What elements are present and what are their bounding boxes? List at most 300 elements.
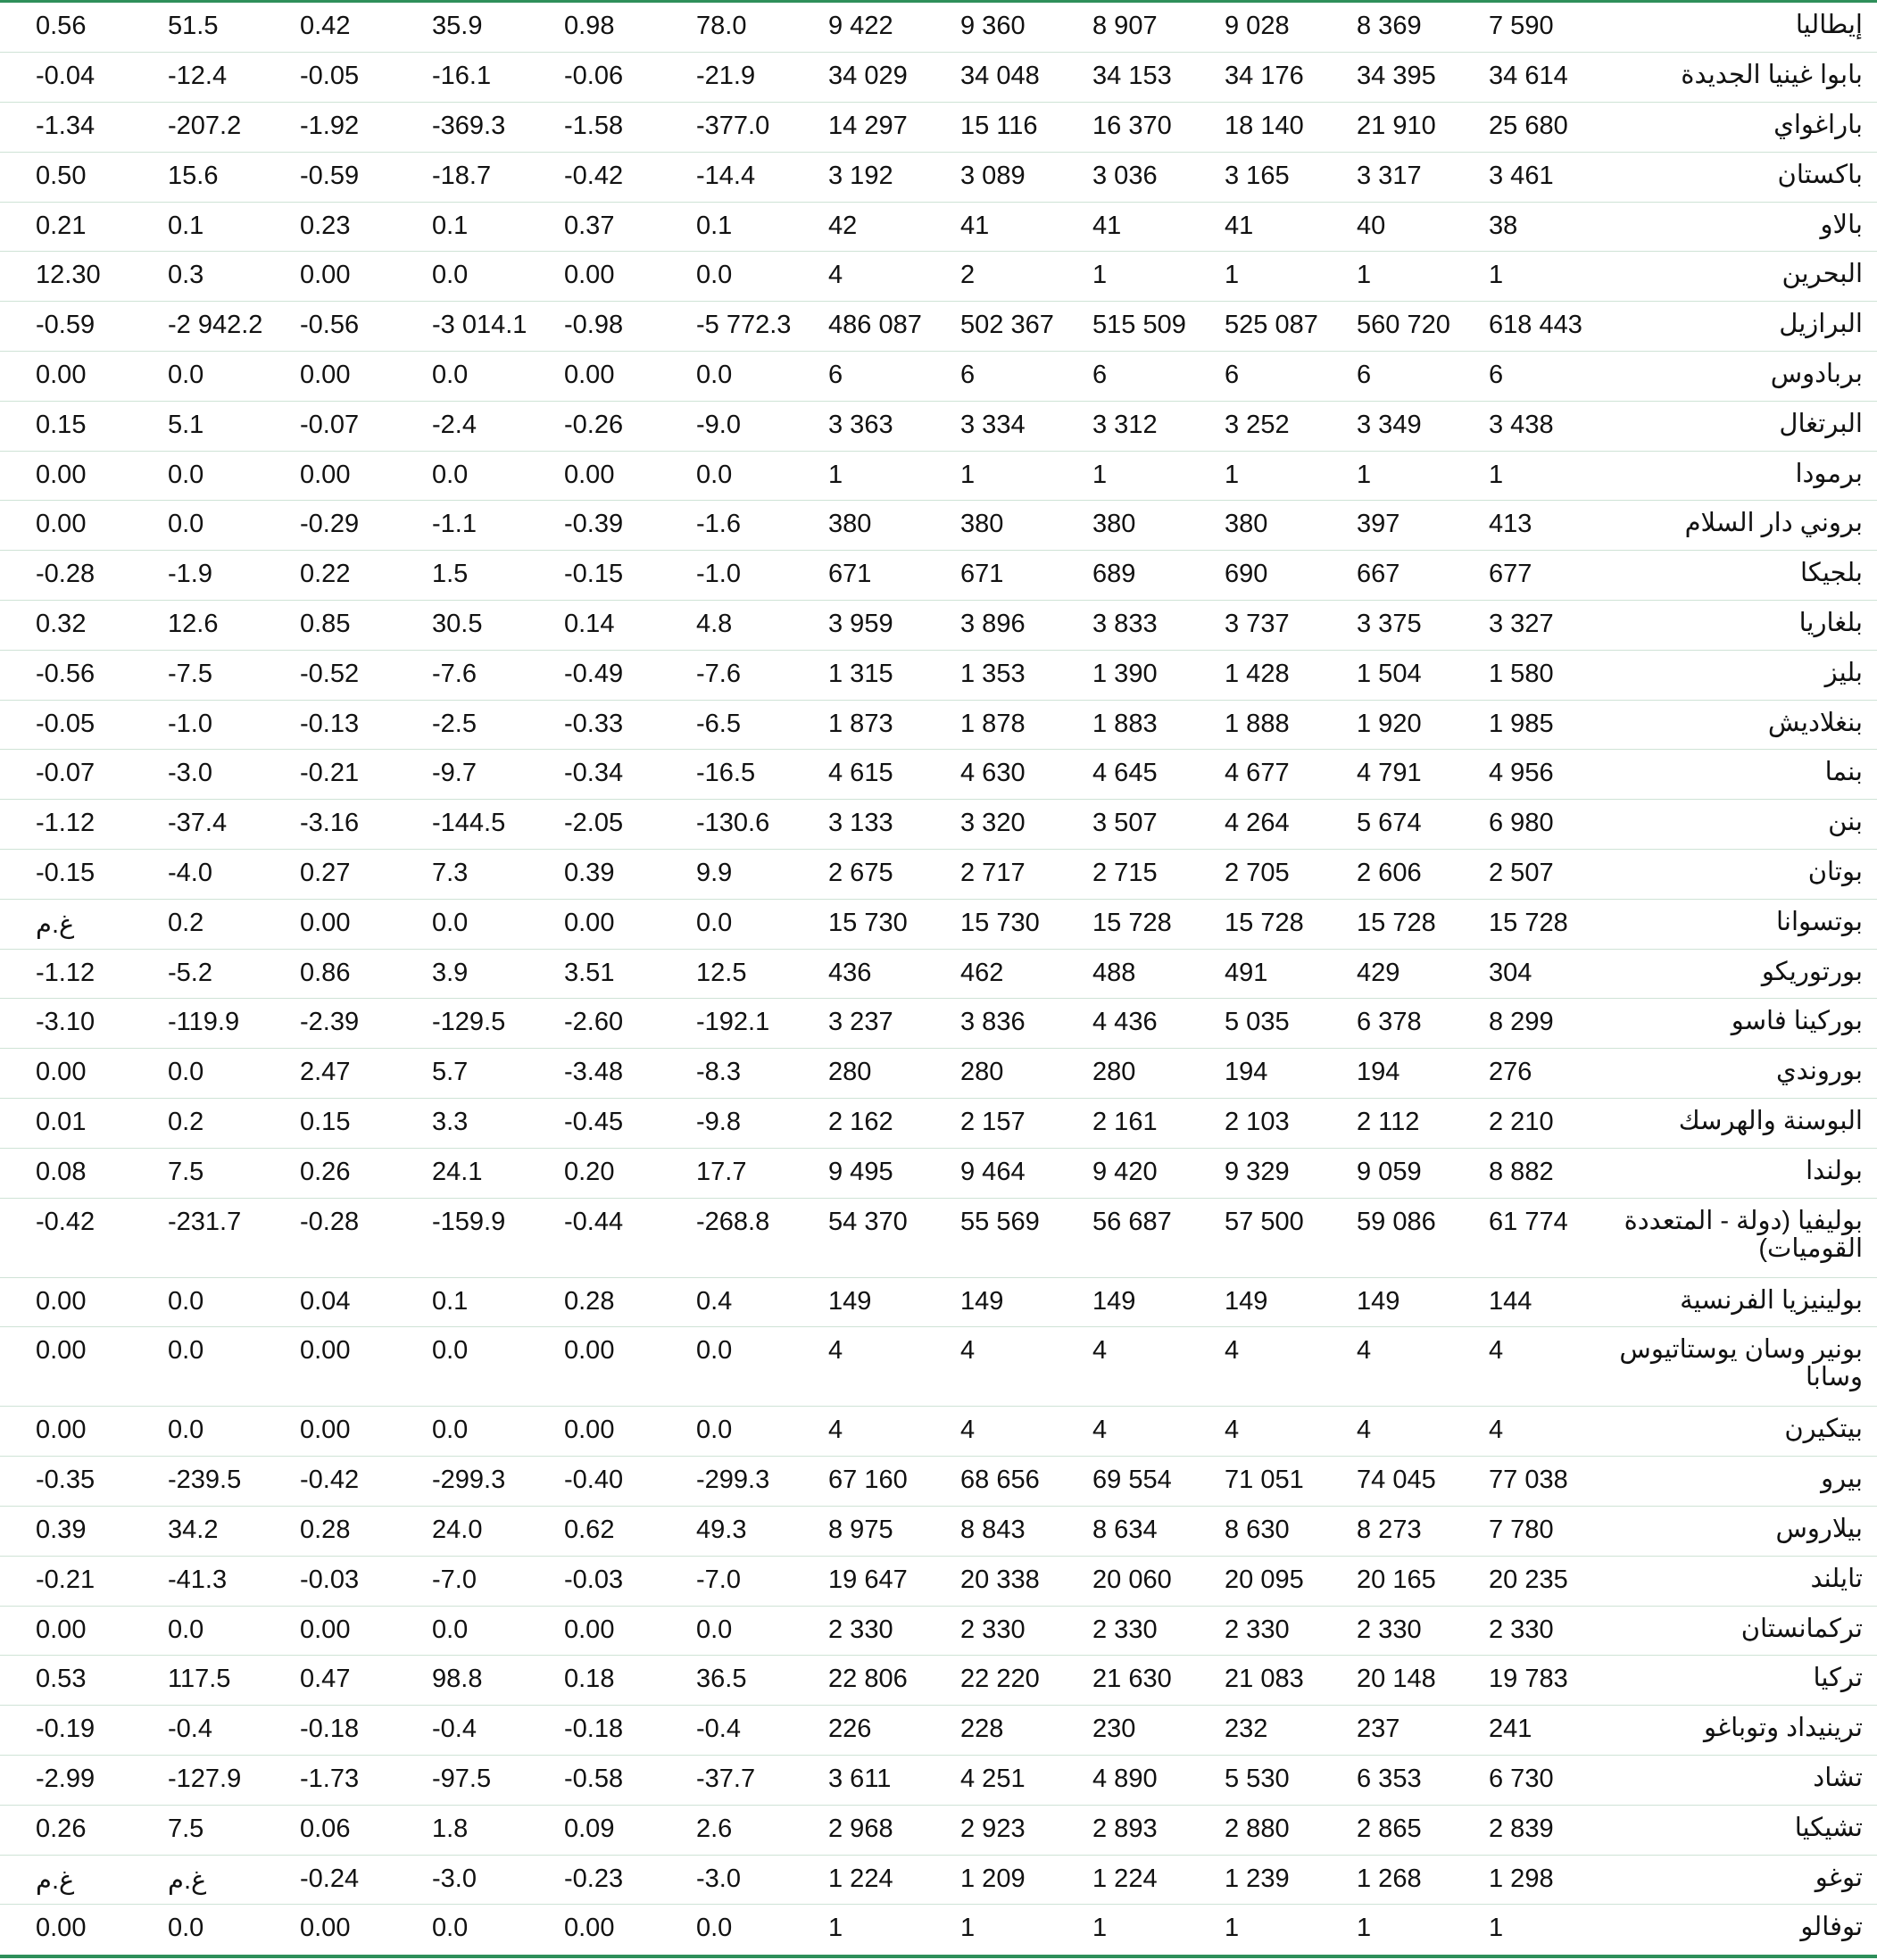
value-cell: 20 095 <box>1189 1556 1321 1606</box>
country-name: بيلاروس <box>1585 1507 1877 1557</box>
country-name: البرازيل <box>1585 302 1877 352</box>
value-cell: 1 315 <box>793 650 925 700</box>
value-cell: 1 <box>1092 1914 1108 1943</box>
value-cell: 7 590 <box>1453 3 1585 53</box>
value-cell: -0.35 <box>0 1457 132 1507</box>
value-cell: 7 780 <box>1453 1507 1585 1557</box>
value-cell: 280 <box>925 1049 1057 1099</box>
value-cell: 0.0 <box>132 352 264 402</box>
value-cell: -0.15 <box>0 850 132 900</box>
value-cell: 2 893 <box>1057 1805 1189 1855</box>
value-cell: -127.9 <box>132 1756 264 1806</box>
value-cell: 3 363 <box>793 401 925 451</box>
value-cell: -0.23 <box>528 1855 660 1905</box>
value-cell: 2 717 <box>925 850 1057 900</box>
value-cell: 34 614 <box>1453 53 1585 103</box>
value-cell: 42 <box>793 202 925 252</box>
value-cell: -0.58 <box>528 1756 660 1806</box>
value-cell: 49.3 <box>660 1507 793 1557</box>
value-cell: 380 <box>1057 501 1189 551</box>
value-cell: 1 <box>793 451 925 501</box>
value-cell: 1 580 <box>1453 650 1585 700</box>
value-cell: 4 630 <box>925 750 1057 800</box>
value-cell: 0.00 <box>528 352 660 402</box>
value-cell: 1 <box>1057 252 1189 302</box>
value-cell: 1 353 <box>925 650 1057 700</box>
value-cell: 19 647 <box>793 1556 925 1606</box>
value-cell: 15.6 <box>132 152 264 202</box>
value-cell: -0.05 <box>0 700 132 750</box>
value-cell: -37.7 <box>660 1756 793 1806</box>
value-cell: -0.44 <box>528 1198 660 1277</box>
value-cell: 68 656 <box>925 1457 1057 1507</box>
table-row <box>0 650 1877 700</box>
table-row <box>0 1805 1877 1855</box>
value-cell: -2.99 <box>0 1756 132 1806</box>
value-cell: 3 461 <box>1453 152 1585 202</box>
value-cell: 6 980 <box>1453 800 1585 850</box>
value-cell: غ.م <box>132 1855 264 1905</box>
value-cell: -0.28 <box>0 551 132 601</box>
value-cell: -0.34 <box>528 750 660 800</box>
table-row <box>0 1507 1877 1557</box>
value-cell: 2 839 <box>1453 1805 1585 1855</box>
value-cell: 4 645 <box>1057 750 1189 800</box>
value-cell: 0.0 <box>132 1606 264 1656</box>
value-cell: 8 299 <box>1453 999 1585 1049</box>
value-cell: 30.5 <box>396 601 528 651</box>
value-cell: -7.0 <box>396 1556 528 1606</box>
value-cell: -3.0 <box>660 1855 793 1905</box>
value-cell: 2 880 <box>1189 1805 1321 1855</box>
table-row <box>0 1905 1877 1955</box>
country-name: بوروندي <box>1585 1049 1877 1099</box>
country-name: باكستان <box>1585 152 1877 202</box>
value-cell: 2 330 <box>925 1606 1057 1656</box>
value-cell: 0.00 <box>0 352 132 402</box>
country-name: بروني دار السلام <box>1585 501 1877 551</box>
value-cell: 40 <box>1321 202 1453 252</box>
value-cell: 4 956 <box>1453 750 1585 800</box>
value-cell: 9 329 <box>1189 1148 1321 1198</box>
country-name: بالاو <box>1585 202 1877 252</box>
value-cell: -0.59 <box>0 302 132 352</box>
value-cell: 34.2 <box>132 1507 264 1557</box>
country-name: البرتغال <box>1585 401 1877 451</box>
value-cell: 15 116 <box>925 103 1057 153</box>
value-cell: 4 <box>1057 1407 1189 1457</box>
value-cell: 0.1 <box>132 202 264 252</box>
value-cell: 6 <box>1057 352 1189 402</box>
value-cell: 0.0 <box>132 1049 264 1099</box>
value-cell: 4 <box>925 1327 1057 1407</box>
value-cell: -144.5 <box>396 800 528 850</box>
value-cell: 4 890 <box>1057 1756 1189 1806</box>
value-cell: 22 220 <box>925 1656 1057 1706</box>
value-cell: 16 370 <box>1057 103 1189 153</box>
value-cell: -3.48 <box>528 1049 660 1099</box>
value-cell: 380 <box>793 501 925 551</box>
table-row <box>0 1606 1877 1656</box>
value-cell: 0.1 <box>660 202 793 252</box>
value-cell: -0.07 <box>0 750 132 800</box>
value-cell: -0.05 <box>264 53 396 103</box>
value-cell: 1 <box>828 1914 843 1943</box>
value-cell: 0.0 <box>132 451 264 501</box>
value-cell: 1 268 <box>1321 1855 1453 1905</box>
value-cell: 0.47 <box>264 1656 396 1706</box>
value-cell: 0.21 <box>0 202 132 252</box>
value-cell: -231.7 <box>132 1198 264 1277</box>
value-cell: 502 367 <box>925 302 1057 352</box>
value-cell: 671 <box>925 551 1057 601</box>
table-row <box>0 999 1877 1049</box>
value-cell: 20 338 <box>925 1556 1057 1606</box>
value-cell: غ.م <box>0 1855 132 1905</box>
table-row <box>0 1706 1877 1756</box>
value-cell: 20 060 <box>1057 1556 1189 1606</box>
value-cell: 0.2 <box>132 899 264 949</box>
value-cell: 304 <box>1453 949 1585 999</box>
value-cell: 71 051 <box>1189 1457 1321 1507</box>
value-cell: -8.3 <box>660 1049 793 1099</box>
value-cell: 3.51 <box>528 949 660 999</box>
value-cell: 51.5 <box>132 3 264 53</box>
value-cell: 0.00 <box>0 451 132 501</box>
value-cell: 0.00 <box>264 1407 396 1457</box>
value-cell: 21 083 <box>1189 1656 1321 1706</box>
country-name: بيرو <box>1585 1457 1877 1507</box>
value-cell: 8 369 <box>1321 3 1453 53</box>
value-cell: 3 507 <box>1057 800 1189 850</box>
value-cell: 1.8 <box>396 1805 528 1855</box>
value-cell: -9.0 <box>660 401 793 451</box>
value-cell: 41 <box>925 202 1057 252</box>
value-cell: 14 297 <box>793 103 925 153</box>
value-cell: 4 <box>1189 1407 1321 1457</box>
value-cell: 0.0 <box>660 899 793 949</box>
value-cell: 1 873 <box>793 700 925 750</box>
value-cell: 690 <box>1189 551 1321 601</box>
value-cell: 3 252 <box>1189 401 1321 451</box>
value-cell: 0.00 <box>264 1327 396 1407</box>
country-name: بنغلاديش <box>1585 700 1877 750</box>
value-cell: -0.21 <box>264 750 396 800</box>
table-row <box>0 1198 1877 1277</box>
value-cell: 34 176 <box>1189 53 1321 103</box>
value-cell: 618 443 <box>1453 302 1585 352</box>
table-row <box>0 53 1877 103</box>
value-cell: 67 160 <box>793 1457 925 1507</box>
country-name: بوركينا فاسو <box>1585 999 1877 1049</box>
value-cell: 491 <box>1189 949 1321 999</box>
value-cell: 0.4 <box>660 1277 793 1327</box>
value-cell: 3 327 <box>1453 601 1585 651</box>
value-cell: 0.0 <box>396 1327 528 1407</box>
value-cell: 149 <box>925 1277 1057 1327</box>
value-cell: 2 210 <box>1453 1099 1585 1149</box>
value-cell: -0.4 <box>660 1706 793 1756</box>
value-cell: -0.19 <box>0 1706 132 1756</box>
value-cell: 0.01 <box>0 1099 132 1149</box>
value-cell: 5 674 <box>1321 800 1453 850</box>
table-row <box>0 451 1877 501</box>
value-cell: 4 <box>1321 1327 1453 1407</box>
value-cell: 1 224 <box>1057 1855 1189 1905</box>
value-cell: 3 833 <box>1057 601 1189 651</box>
value-cell: -0.18 <box>264 1706 396 1756</box>
value-cell: 21 630 <box>1057 1656 1189 1706</box>
value-cell: 9 028 <box>1189 3 1321 53</box>
value-cell: 149 <box>1057 1277 1189 1327</box>
value-cell: 1 985 <box>1453 700 1585 750</box>
value-cell: -0.03 <box>264 1556 396 1606</box>
country-name: بليز <box>1585 650 1877 700</box>
value-cell: 0.00 <box>264 451 396 501</box>
value-cell: 0.15 <box>0 401 132 451</box>
value-cell: -192.1 <box>660 999 793 1049</box>
value-cell: 21 910 <box>1321 103 1453 153</box>
value-cell: 1 883 <box>1057 700 1189 750</box>
value-cell: 6 <box>1189 352 1321 402</box>
value-cell: -3 014.1 <box>396 302 528 352</box>
value-cell: 5.1 <box>132 401 264 451</box>
value-cell: 4 264 <box>1189 800 1321 850</box>
value-cell: -0.39 <box>528 501 660 551</box>
value-cell: 3.3 <box>396 1099 528 1149</box>
country-name: ترينيداد وتوباغو <box>1585 1706 1877 1756</box>
value-cell: 1 878 <box>925 700 1057 750</box>
value-cell: 17.7 <box>660 1148 793 1198</box>
country-name: بولندا <box>1585 1148 1877 1198</box>
value-cell: 0.0 <box>396 252 528 302</box>
country-name: تايلند <box>1585 1556 1877 1606</box>
value-cell: 8 634 <box>1057 1507 1189 1557</box>
value-cell: 0.0 <box>168 1914 204 1943</box>
value-cell: 0.0 <box>132 1277 264 1327</box>
value-cell: 15 728 <box>1057 899 1189 949</box>
value-cell: 413 <box>1453 501 1585 551</box>
value-cell: 54 370 <box>793 1198 925 1277</box>
value-cell: 24.1 <box>396 1148 528 1198</box>
value-cell: 2.47 <box>264 1049 396 1099</box>
value-cell: 8 843 <box>925 1507 1057 1557</box>
value-cell: 2 330 <box>1321 1606 1453 1656</box>
value-cell: -0.45 <box>528 1099 660 1149</box>
value-cell: 0.00 <box>528 899 660 949</box>
value-cell: 38 <box>1453 202 1585 252</box>
value-cell: 3 611 <box>793 1756 925 1806</box>
value-cell: 6 378 <box>1321 999 1453 1049</box>
table-row <box>0 949 1877 999</box>
value-cell: 8 907 <box>1057 3 1189 53</box>
value-cell: -0.24 <box>264 1855 396 1905</box>
value-cell: 2 923 <box>925 1805 1057 1855</box>
value-cell: -0.06 <box>528 53 660 103</box>
value-cell: 0.62 <box>528 1507 660 1557</box>
value-cell: 525 087 <box>1189 302 1321 352</box>
value-cell: 0.0 <box>660 252 793 302</box>
value-cell: 0.1 <box>396 202 528 252</box>
country-name: البحرين <box>1585 252 1877 302</box>
value-cell: 230 <box>1057 1706 1189 1756</box>
value-cell: 241 <box>1453 1706 1585 1756</box>
value-cell: 1 209 <box>925 1855 1057 1905</box>
value-cell: 3 349 <box>1321 401 1453 451</box>
value-cell: 6 <box>1321 352 1453 402</box>
value-cell: 1 <box>1189 252 1321 302</box>
value-cell: 3 237 <box>793 999 925 1049</box>
table-row <box>0 1099 1877 1149</box>
value-cell: 0.56 <box>0 3 132 53</box>
table-row <box>0 401 1877 451</box>
value-cell: 0.0 <box>660 1407 793 1457</box>
country-name: تشاد <box>1585 1756 1877 1806</box>
value-cell: 22 806 <box>793 1656 925 1706</box>
value-cell: 276 <box>1453 1049 1585 1099</box>
country-name: توفالو <box>1800 1913 1863 1942</box>
value-cell: 0.20 <box>528 1148 660 1198</box>
value-cell: 228 <box>925 1706 1057 1756</box>
table-row <box>0 800 1877 850</box>
value-cell: 144 <box>1453 1277 1585 1327</box>
value-cell: 3 959 <box>793 601 925 651</box>
value-cell: 0.0 <box>660 1327 793 1407</box>
country-name: بوتان <box>1585 850 1877 900</box>
value-cell: 41 <box>1189 202 1321 252</box>
value-cell: 4 <box>925 1407 1057 1457</box>
value-cell: 0.0 <box>660 451 793 501</box>
value-cell: -0.26 <box>528 401 660 451</box>
value-cell: -1.0 <box>132 700 264 750</box>
value-cell: 2 157 <box>925 1099 1057 1149</box>
value-cell: -2.60 <box>528 999 660 1049</box>
table-row <box>0 1656 1877 1706</box>
value-cell: 0.08 <box>0 1148 132 1198</box>
value-cell: 1 <box>1489 1914 1504 1943</box>
value-cell: 34 153 <box>1057 53 1189 103</box>
value-cell: 20 165 <box>1321 1556 1453 1606</box>
value-cell: 4 251 <box>925 1756 1057 1806</box>
value-cell: 2 715 <box>1057 850 1189 900</box>
value-cell: 194 <box>1189 1049 1321 1099</box>
value-cell: 24.0 <box>396 1507 528 1557</box>
value-cell: 3 320 <box>925 800 1057 850</box>
value-cell: -1.1 <box>396 501 528 551</box>
value-cell: 3 312 <box>1057 401 1189 451</box>
value-cell: -377.0 <box>660 103 793 153</box>
value-cell: 1 <box>925 451 1057 501</box>
table-row <box>0 152 1877 202</box>
country-name: باراغواي <box>1585 103 1877 153</box>
value-cell: -1.9 <box>132 551 264 601</box>
value-cell: 2 507 <box>1453 850 1585 900</box>
value-cell: 8 882 <box>1453 1148 1585 1198</box>
value-cell: 0.00 <box>528 451 660 501</box>
country-name: بربادوس <box>1585 352 1877 402</box>
value-cell: -3.16 <box>264 800 396 850</box>
value-cell: 61 774 <box>1453 1198 1585 1277</box>
value-cell: 3 089 <box>925 152 1057 202</box>
value-cell: -0.42 <box>264 1457 396 1507</box>
country-name: توغو <box>1585 1855 1877 1905</box>
value-cell: 671 <box>793 551 925 601</box>
value-cell: 18 140 <box>1189 103 1321 153</box>
value-cell: 0.26 <box>0 1805 132 1855</box>
value-cell: 0.00 <box>528 1407 660 1457</box>
value-cell: 78.0 <box>660 3 793 53</box>
value-cell: 4.8 <box>660 601 793 651</box>
value-cell: 5.7 <box>396 1049 528 1099</box>
value-cell: 0.2 <box>132 1099 264 1149</box>
value-cell: 2 606 <box>1321 850 1453 900</box>
value-cell: 2 330 <box>1189 1606 1321 1656</box>
value-cell: 35.9 <box>396 3 528 53</box>
country-name: بيتكيرن <box>1585 1407 1877 1457</box>
value-cell: 1 <box>1225 1914 1240 1943</box>
value-cell: -1.92 <box>264 103 396 153</box>
value-cell: 429 <box>1321 949 1453 999</box>
value-cell: -0.33 <box>528 700 660 750</box>
country-name: تركمانستان <box>1585 1606 1877 1656</box>
value-cell: 280 <box>1057 1049 1189 1099</box>
value-cell: -0.03 <box>528 1556 660 1606</box>
value-cell: 1 <box>960 1914 976 1943</box>
country-name: بوتسوانا <box>1585 899 1877 949</box>
table-row <box>0 1277 1877 1327</box>
value-cell: -3.10 <box>0 999 132 1049</box>
value-cell: 149 <box>793 1277 925 1327</box>
value-cell: 0.28 <box>528 1277 660 1327</box>
value-cell: 25 680 <box>1453 103 1585 153</box>
value-cell: 1 504 <box>1321 650 1453 700</box>
value-cell: غ.م <box>0 899 132 949</box>
value-cell: 0.04 <box>264 1277 396 1327</box>
value-cell: 0.0 <box>660 1606 793 1656</box>
value-cell: 3 438 <box>1453 401 1585 451</box>
value-cell: 280 <box>793 1049 925 1099</box>
value-cell: 4 <box>793 1327 925 1407</box>
value-cell: 0.0 <box>396 451 528 501</box>
value-cell: -0.42 <box>528 152 660 202</box>
country-name: بورتوريكو <box>1585 949 1877 999</box>
value-cell: -1.6 <box>660 501 793 551</box>
value-cell: 3 375 <box>1321 601 1453 651</box>
value-cell: 0.00 <box>0 1407 132 1457</box>
country-name: بلجيكا <box>1585 551 1877 601</box>
value-cell: 3 165 <box>1189 152 1321 202</box>
value-cell: 0.0 <box>432 1914 469 1943</box>
value-cell: 41 <box>1057 202 1189 252</box>
value-cell: 3 737 <box>1189 601 1321 651</box>
value-cell: 9 495 <box>793 1148 925 1198</box>
value-cell: 2 865 <box>1321 1805 1453 1855</box>
value-cell: 5 035 <box>1189 999 1321 1049</box>
value-cell: 1.5 <box>396 551 528 601</box>
country-name: برمودا <box>1585 451 1877 501</box>
value-cell: 15 728 <box>1453 899 1585 949</box>
value-cell: -299.3 <box>396 1457 528 1507</box>
value-cell: 2 162 <box>793 1099 925 1149</box>
value-cell: 9 464 <box>925 1148 1057 1198</box>
value-cell: 0.00 <box>36 1914 87 1943</box>
value-cell: 0.1 <box>396 1277 528 1327</box>
value-cell: -0.28 <box>264 1198 396 1277</box>
value-cell: 34 048 <box>925 53 1057 103</box>
value-cell: 0.06 <box>264 1805 396 1855</box>
value-cell: -119.9 <box>132 999 264 1049</box>
value-cell: 560 720 <box>1321 302 1453 352</box>
